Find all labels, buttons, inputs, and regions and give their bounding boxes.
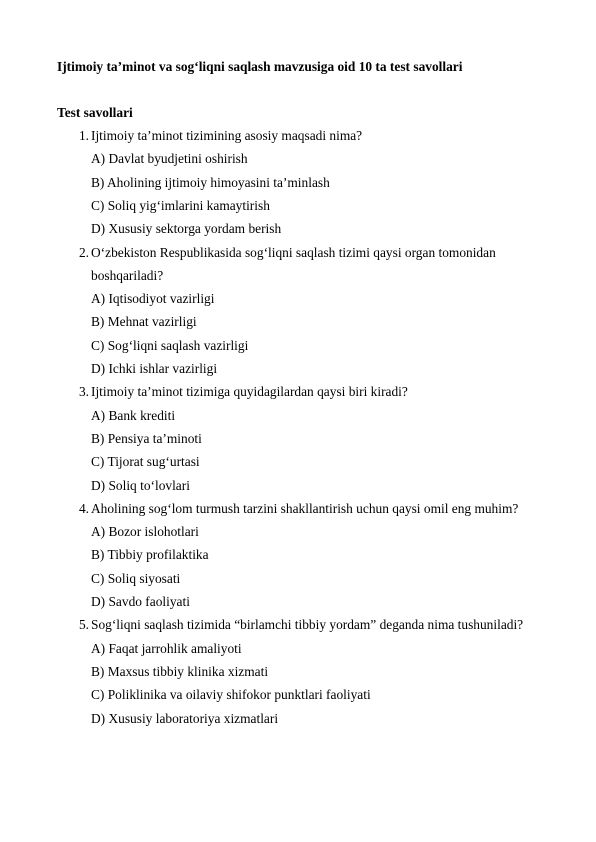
answer-option: D) Xususiy laboratoriya xizmatlari — [91, 710, 279, 726]
question-number: 2. — [78, 244, 89, 260]
answer-option: B) Tibbiy profilaktika — [91, 547, 209, 563]
document-title: Ijtimoiy ta’minot va sog‘liqni saqlash mavzusiga oid 10 ta test savollari — [57, 59, 463, 74]
answer-option: B) Aholining ijtimoiy himoyasini ta’minlash — [91, 174, 330, 190]
answer-option: C) Sog‘liqni saqlash vazirligi — [91, 337, 249, 353]
answer-option: D) Xususiy sektorga yordam berish — [91, 221, 282, 237]
answer-option: C) Tijorat sug‘urtasi — [91, 454, 200, 470]
question-text: Ijtimoiy ta’minot tizimining asosiy maqsadi nima? — [91, 128, 363, 143]
answer-option: A) Iqtisodiyot vazirligi — [91, 291, 215, 307]
answer-option: A) Faqat jarrohlik amaliyoti — [91, 640, 242, 656]
section-title: Test savollari — [57, 105, 133, 120]
question-text: O‘zbekiston Respublikasida sog‘liqni saqlash tizimi qaysi organ tomonidan — [91, 244, 496, 260]
question-number: 1. — [78, 128, 89, 143]
answer-option: B) Maxsus tibbiy klinika xizmati — [91, 663, 269, 679]
answer-option: A) Davlat byudjetini oshirish — [91, 151, 248, 167]
answer-option: B) Mehnat vazirligi — [91, 314, 197, 330]
question-text: boshqariladi? — [91, 267, 164, 283]
answer-option: B) Pensiya ta’minoti — [91, 430, 202, 446]
question-number: 3. — [78, 384, 89, 400]
answer-option: C) Soliq siyosati — [91, 570, 181, 586]
answer-option: A) Bozor islohotlari — [91, 524, 199, 540]
answer-option: A) Bank krediti — [91, 407, 176, 423]
answer-option: D) Soliq to‘lovlari — [91, 477, 190, 493]
question-text: Ijtimoiy ta’minot tizimiga quyidagilardan qaysi biri kiradi? — [91, 384, 408, 400]
question-text: Sog‘liqni saqlash tizimida “birlamchi tibbiy yordam” deganda nima tushuniladi? — [91, 617, 524, 633]
question-number: 5. — [78, 617, 89, 633]
question-text: Aholining sog‘lom turmush tarzini shakllantirish uchun qaysi omil eng muhim? — [91, 500, 519, 516]
question-number: 4. — [78, 500, 89, 516]
answer-option: C) Poliklinika va oilaviy shifokor punktlari faoliyati — [91, 687, 371, 703]
answer-option: D) Savdo faoliyati — [91, 594, 190, 609]
answer-option: D) Ichki ishlar vazirligi — [91, 361, 218, 376]
answer-option: C) Soliq yig‘imlarini kamaytirish — [91, 197, 270, 213]
